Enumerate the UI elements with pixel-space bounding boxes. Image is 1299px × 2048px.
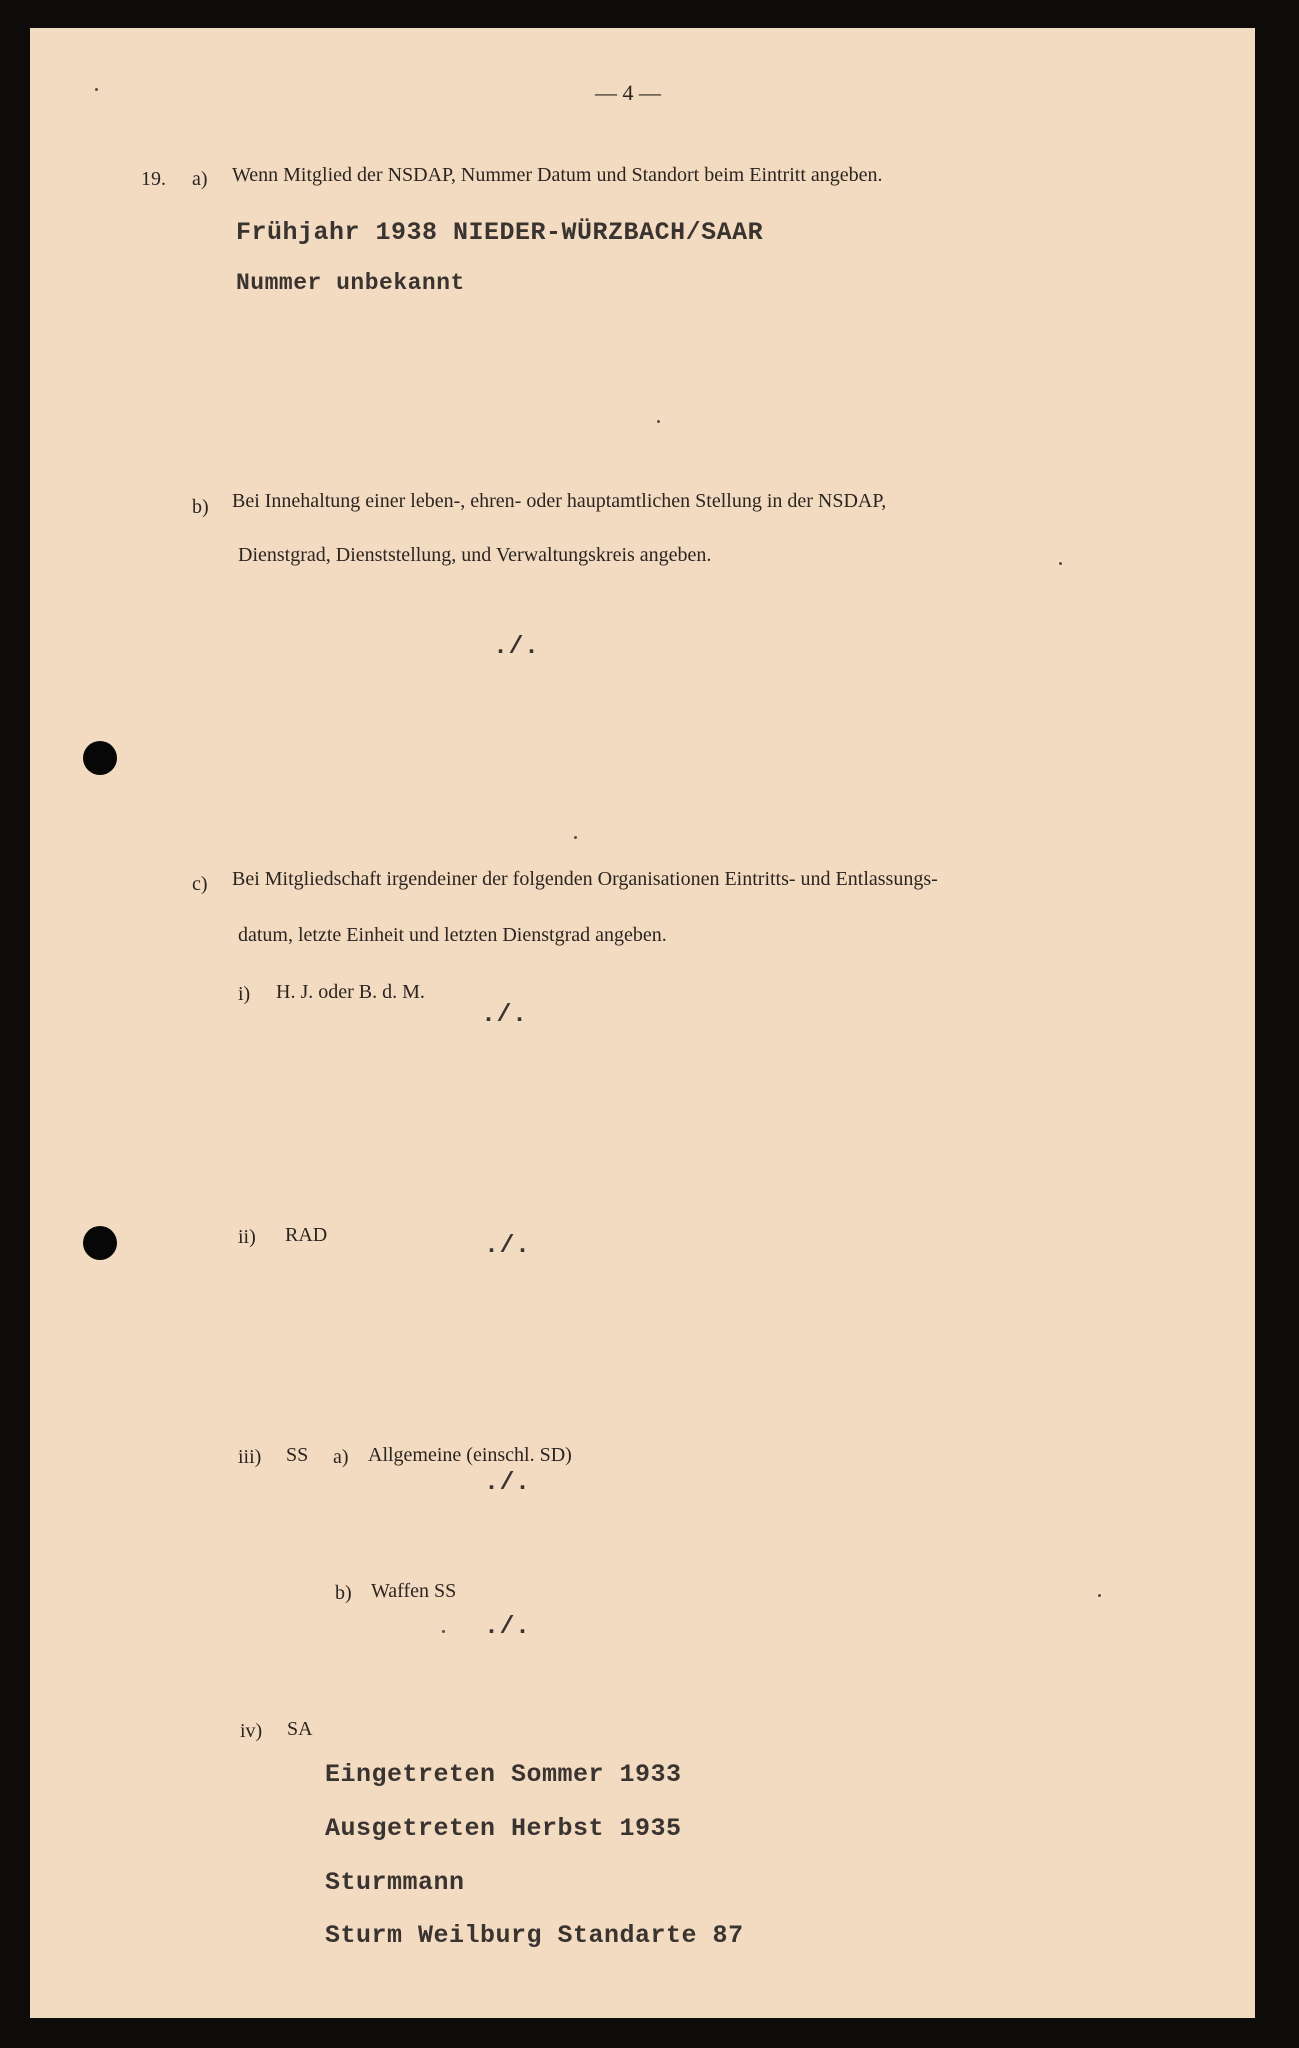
punch-hole-lower [83,1226,117,1260]
question-number: 19. [141,168,166,190]
paper-speck [1098,1594,1101,1597]
item-i-label: H. J. oder B. d. M. [276,981,425,1003]
item-iii-b-marker: b) [335,1582,352,1604]
question-b-text-line1: Bei Innehaltung einer leben-, ehren- oder hauptamtlichen Stellung in der NSDAP, [232,490,887,512]
item-ii-answer: ./. [484,1231,531,1260]
punch-hole-upper [83,741,117,775]
item-iv-answer-line2: Ausgetreten Herbst 1935 [325,1814,682,1843]
paper-speck [657,420,660,423]
paper-speck [95,88,98,91]
item-iii-b-label: Waffen SS [371,1580,457,1602]
page-number: — 4 — [595,80,661,105]
item-iii-marker: iii) [238,1446,262,1468]
question-c-text-line1: Bei Mitgliedschaft irgendeiner der folgenden Organisationen Eintritts- und Entlassungs- [232,868,938,890]
item-iv-label: SA [287,1718,313,1740]
item-i-answer: ./. [481,1000,528,1029]
paper-speck [442,1630,445,1633]
question-b-marker: b) [192,496,209,518]
document-page [30,28,1255,2018]
answer-a-line2: Nummer unbekannt [236,270,465,296]
question-a-text: Wenn Mitglied der NSDAP, Nummer Datum und Standort beim Eintritt angeben. [232,164,883,186]
question-c-text-line2: datum, letzte Einheit und letzten Dienstgrad angeben. [238,924,667,946]
item-iv-answer-line1: Eingetreten Sommer 1933 [325,1760,682,1789]
question-b-text-line2: Dienstgrad, Dienststellung, und Verwaltungskreis angeben. [238,544,712,566]
item-iii-label: SS [286,1444,309,1466]
item-iii-b-answer: ./. [484,1612,531,1641]
question-a-marker: a) [192,168,208,190]
paper-speck [1059,562,1062,565]
item-iii-a-marker: a) [333,1446,349,1468]
item-iv-answer-line3: Sturmmann [325,1868,465,1897]
item-ii-marker: ii) [238,1226,256,1248]
item-iii-a-answer: ./. [484,1468,531,1497]
item-i-marker: i) [238,983,251,1005]
paper-speck [574,836,577,839]
question-c-marker: c) [192,873,208,895]
item-ii-label: RAD [285,1224,328,1246]
answer-a-line1: Frühjahr 1938 NIEDER-WÜRZBACH/SAAR [236,218,764,247]
item-iv-marker: iv) [240,1720,263,1742]
item-iv-answer-line4: Sturm Weilburg Standarte 87 [325,1921,744,1950]
answer-b: ./. [493,632,540,661]
item-iii-a-label: Allgemeine (einschl. SD) [368,1444,572,1466]
